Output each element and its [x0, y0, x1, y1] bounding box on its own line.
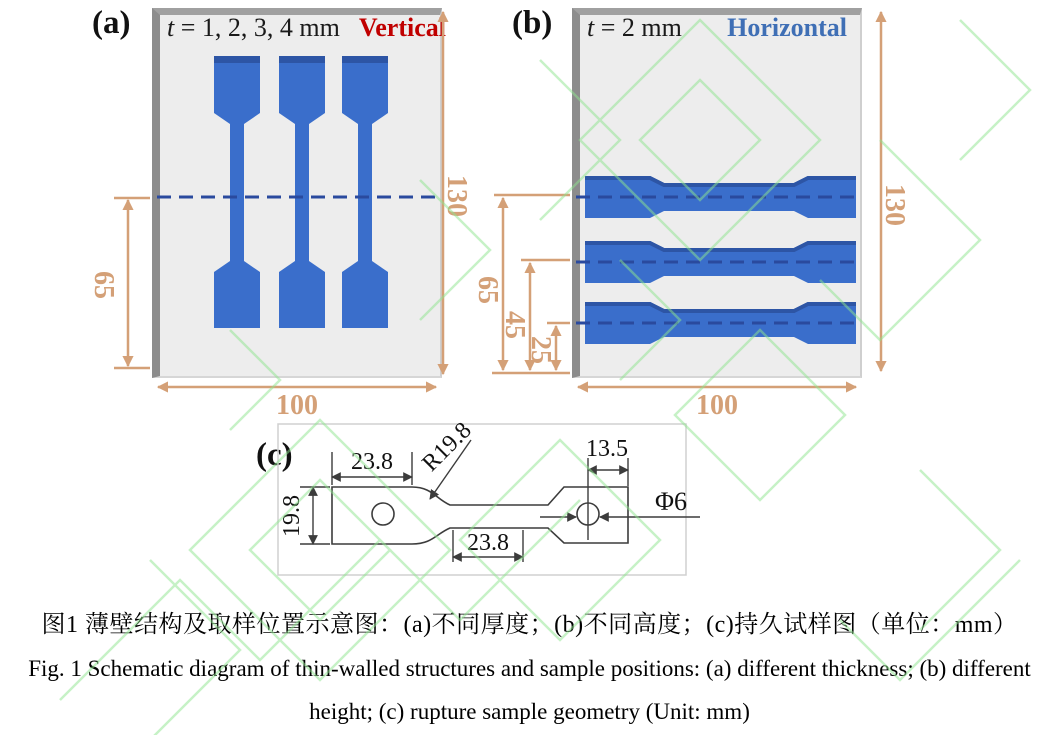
caption-chinese: 图1 薄壁结构及取样位置示意图：(a)不同厚度；(b)不同高度；(c)持久试样图（单位：mm） [41, 612, 1018, 638]
panel-a-t-symbol: t [167, 13, 175, 42]
panel-b-t-symbol: t [587, 13, 595, 42]
c-leader-radius [430, 440, 471, 499]
dim-b-130-label: 130 [879, 184, 910, 226]
dim-b-100-label: 100 [696, 390, 738, 421]
c-label-radius: R19.8 [417, 417, 477, 477]
left-hole [372, 503, 394, 525]
panel-c-drawing [278, 417, 700, 575]
caption-english-line1: Fig. 1 Schematic diagram of thin-walled structures and sample positions: (a) different thickness; (b) different [28, 656, 1031, 681]
dim-b-45-label: 45 [499, 311, 530, 339]
panel-a-plate [152, 8, 442, 378]
panel-b-orientation-label: Horizontal [727, 13, 847, 42]
panel-a-t-values: = 1, 2, 3, 4 mm [174, 13, 340, 42]
c-label-grip-top: 23.8 [351, 449, 393, 475]
c-label-hole-offset: 13.5 [586, 436, 628, 462]
dim-a-100-label: 100 [276, 390, 318, 421]
panel-b-label: (b) [512, 5, 553, 41]
right-hole [577, 503, 599, 525]
panel-a-orientation-label: Vertical [358, 13, 446, 42]
dim-b-65-label: 65 [472, 276, 503, 304]
dim-a-65-label: 65 [88, 271, 119, 299]
panel-c-frame [278, 424, 686, 575]
caption-english-line2: height; (c) rupture sample geometry (Unit: mm) [309, 699, 750, 724]
panel-b-plate [572, 8, 862, 378]
dogbone-outline [332, 487, 628, 544]
panel-c-dim-labels [279, 417, 687, 556]
panel-a-label: (a) [92, 5, 131, 41]
panel-a-thickness-note [167, 13, 340, 43]
c-label-grip-height: 19.8 [279, 495, 305, 537]
panel-b-thickness-note [587, 13, 682, 43]
panel-c-dim-lines [300, 440, 700, 562]
panel-c-label: (c) [256, 437, 293, 473]
c-label-gauge: 23.8 [467, 530, 509, 556]
dim-b-25-label: 25 [525, 336, 556, 364]
dim-a-130-label: 130 [441, 175, 472, 217]
c-label-hole-dia: Φ6 [655, 487, 688, 516]
panel-b-t-values: = 2 mm [594, 13, 682, 42]
